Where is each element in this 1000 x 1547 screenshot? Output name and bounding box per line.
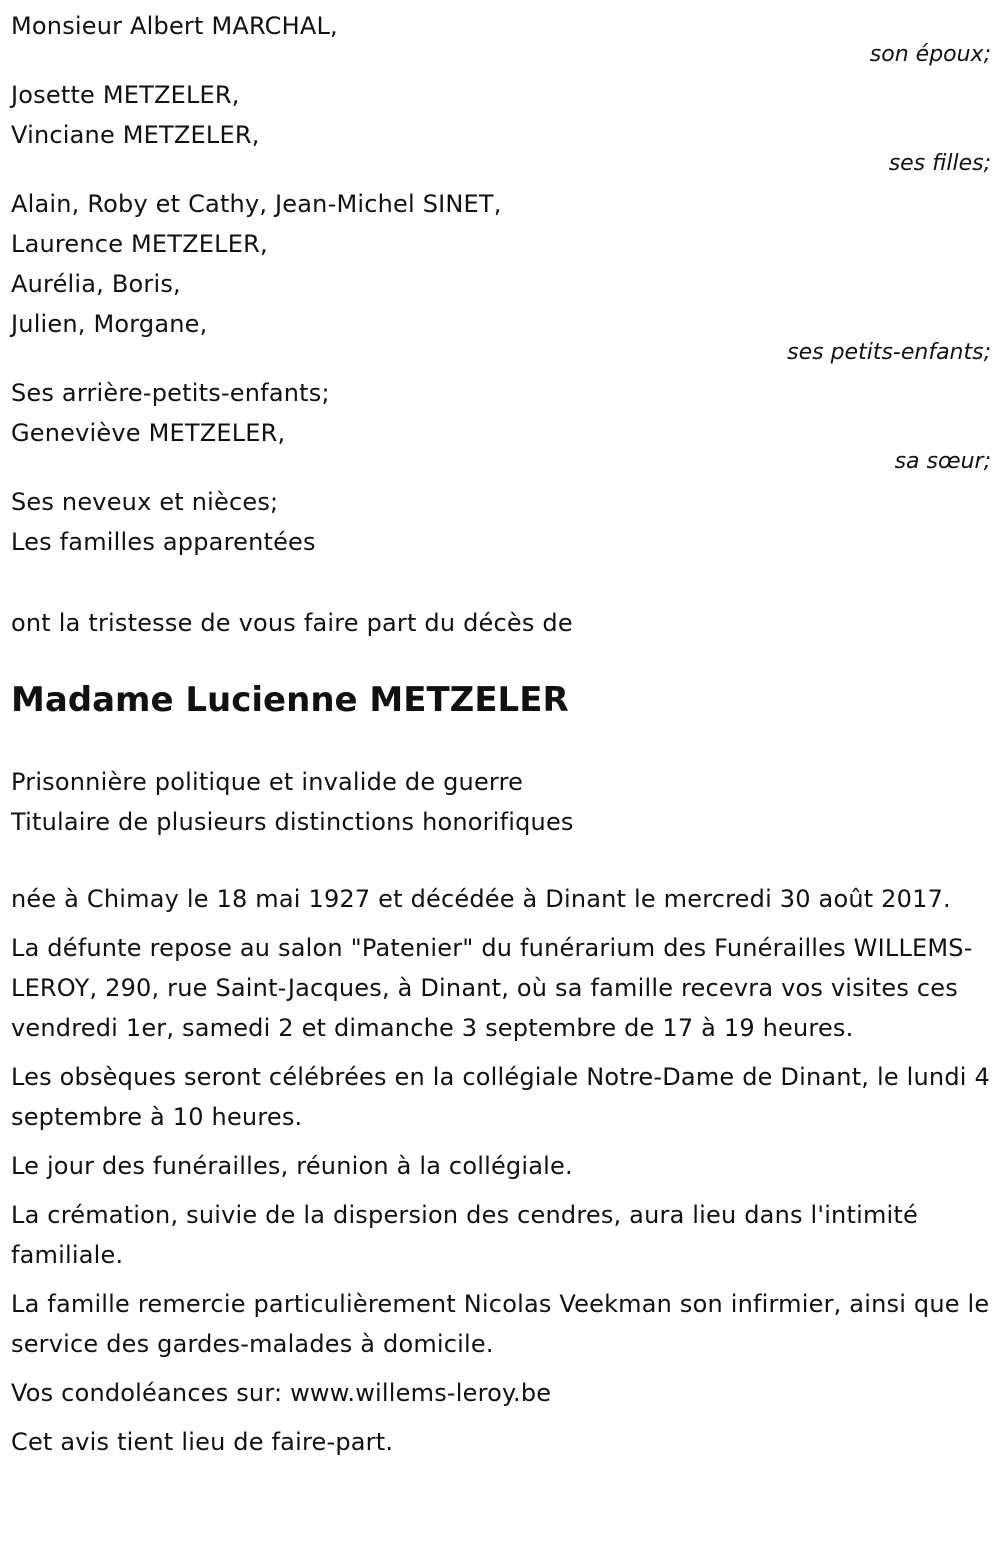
deceased-title-line: Prisonnière politique et invalide de guerre xyxy=(11,768,524,796)
relation-label: sa sœur; xyxy=(894,449,991,474)
family-name-line: Ses arrière-petits-enfants; xyxy=(11,379,330,407)
family-group-sister xyxy=(11,373,991,473)
family-name-line: Ses neveux et nièces; xyxy=(11,488,279,516)
deceased-titles xyxy=(11,762,991,842)
meeting-paragraph: Le jour des funérailles, réunion à la collégiale. xyxy=(11,1152,573,1180)
family-name-line: Laurence METZELER, xyxy=(11,230,268,258)
family-name-line: Vinciane METZELER, xyxy=(11,121,260,149)
family-name-line: Monsieur Albert MARCHAL, xyxy=(11,12,338,40)
family-group-grandchildren xyxy=(11,184,991,364)
deceased-title-line: Titulaire de plusieurs distinctions honorifiques xyxy=(11,808,574,836)
family-group-others xyxy=(11,482,991,562)
obituary-notice xyxy=(11,6,991,1471)
condolences-paragraph: Vos condoléances sur: www.willems-leroy.be xyxy=(11,1379,552,1407)
family-name-line: Geneviève METZELER, xyxy=(11,419,286,447)
family-group-daughters xyxy=(11,75,991,175)
birth-death-paragraph: née à Chimay le 18 mai 1927 et décédée à Dinant le mercredi 30 août 2017. xyxy=(11,885,951,913)
relation-label: ses petits-enfants; xyxy=(787,340,991,365)
family-name-line: Alain, Roby et Cathy, Jean-Michel SINET, xyxy=(11,190,502,218)
viewing-paragraph: La défunte repose au salon "Patenier" du funérarium des Funérailles WILLEMS-LEROY, 290, rue Saint-Jacques, à Dinant, où sa famille recevra vos visites ces vendredi 1er, samedi 2 et dimanche 3 septembre de 17 à 19 heures. xyxy=(11,934,973,1042)
cremation-paragraph: La crémation, suivie de la dispersion des cendres, aura lieu dans l'intimité familiale. xyxy=(11,1201,918,1269)
funeral-paragraph: Les obsèques seront célébrées en la collégiale Notre-Dame de Dinant, le lundi 4 septembre à 10 heures. xyxy=(11,1063,990,1131)
family-group-spouse xyxy=(11,6,991,66)
notice-body xyxy=(11,879,991,1462)
family-name-line: Aurélia, Boris, xyxy=(11,270,181,298)
family-name-line: Les familles apparentées xyxy=(11,528,316,556)
deceased-name: Madame Lucienne METZELER xyxy=(11,680,569,720)
announcement-text: ont la tristesse de vous faire part du décès de xyxy=(11,609,573,637)
family-name-line: Josette METZELER, xyxy=(11,81,240,109)
notice-closing: Cet avis tient lieu de faire-part. xyxy=(11,1428,394,1456)
relation-label: son époux; xyxy=(869,42,991,67)
thanks-paragraph: La famille remercie particulièrement Nicolas Veekman son infirmier, ainsi que le service des gardes-malades à domicile. xyxy=(11,1290,990,1358)
family-name-line: Julien, Morgane, xyxy=(11,310,208,338)
relation-label: ses filles; xyxy=(888,151,991,176)
